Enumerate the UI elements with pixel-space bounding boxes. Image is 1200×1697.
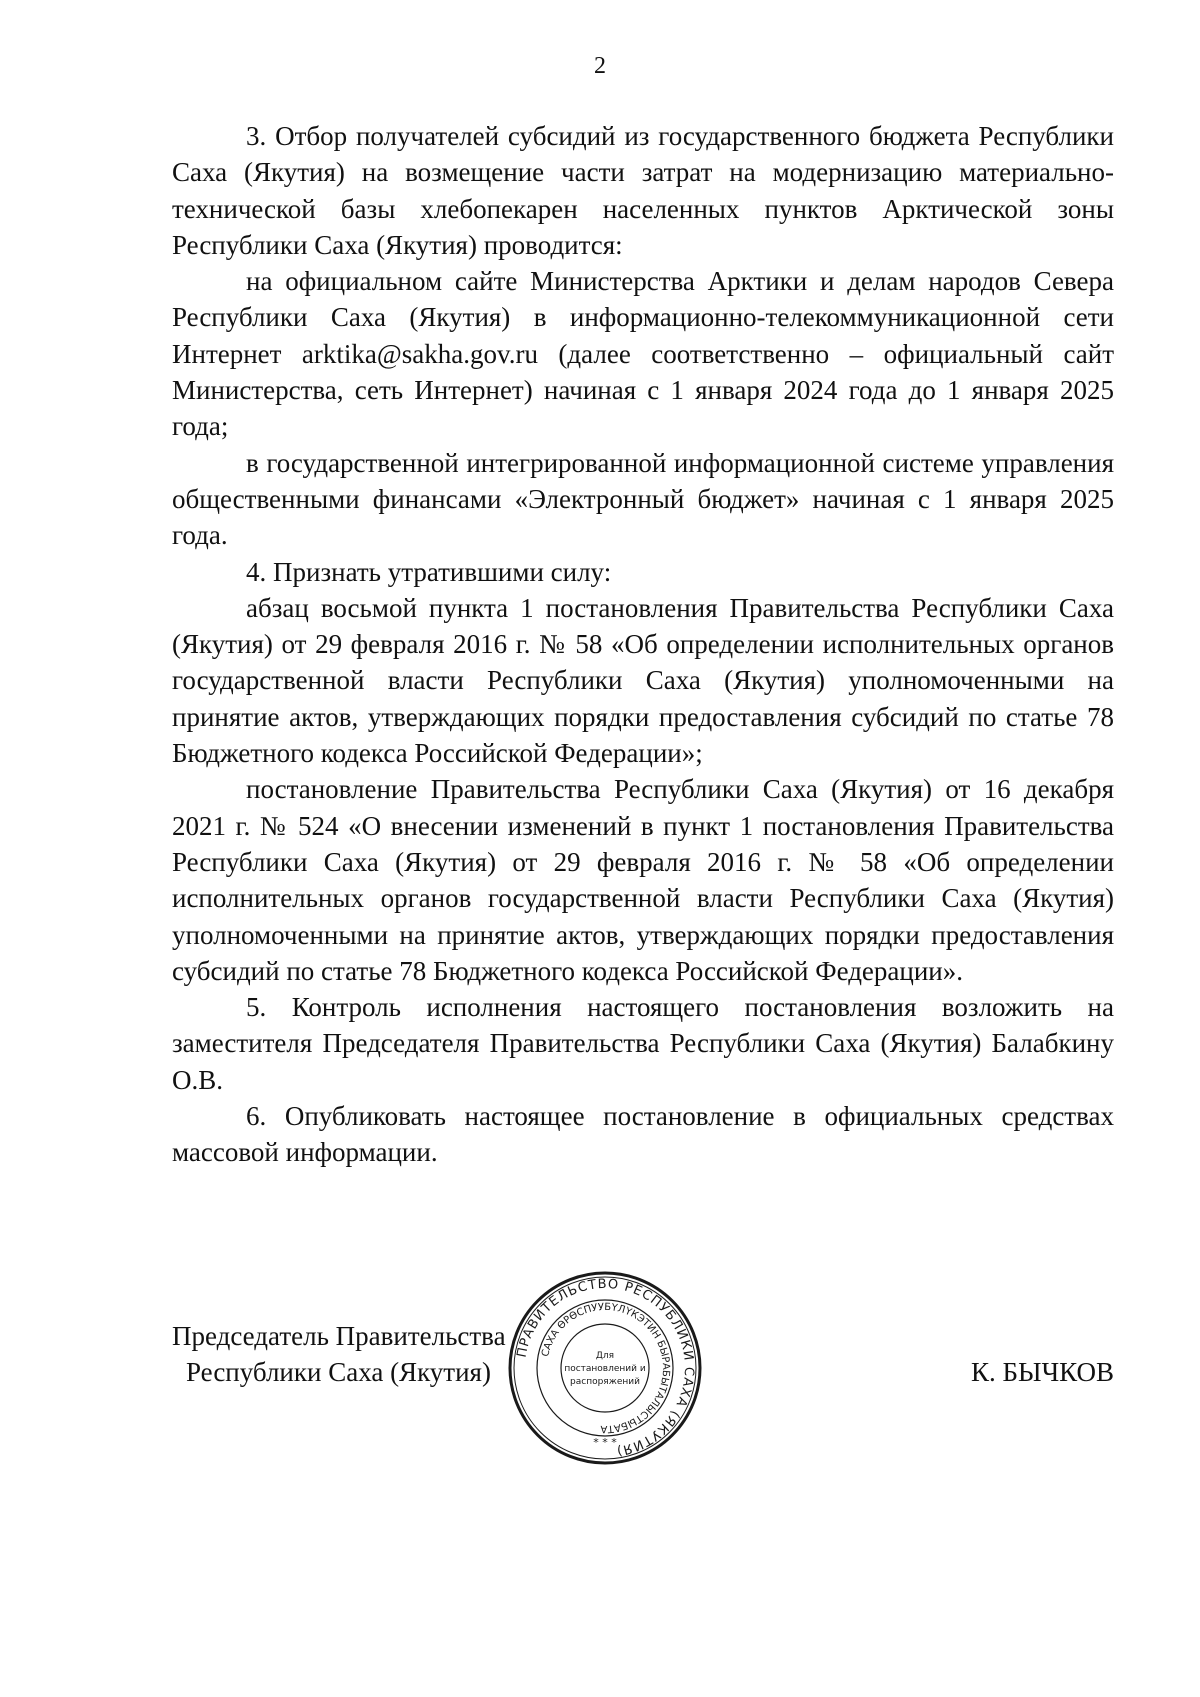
paragraph-5-control: 5. Контроль исполнения настоящего постановления возложить на заместителя Председателя Правительства Республики Саха (Якутия) Балабкину О.В. bbox=[172, 992, 1114, 1095]
paragraph-4-repeal: 4. Признать утратившими силу: bbox=[246, 556, 612, 587]
paragraph-6-publish: 6. Опубликовать настоящее постановление в официальных средствах массовой информации. bbox=[172, 1101, 1114, 1168]
signatory-position-line2: Республики Саха (Якутия) bbox=[186, 1357, 491, 1387]
stamp-inner-ring-text: САХА ӨРӨСПУУБҮЛҮКЭТИН БЫРАБЫТАЛЫСТЫБАТА bbox=[540, 1301, 672, 1435]
stamp-center-line1: Для bbox=[595, 1351, 615, 1361]
paragraph-official-site: на официальном сайте Министерства Арктики и делам народов Севера Республики Саха (Якутия) в информационно-телекоммуникационной сети Интернет arktika@sakha.gov.ru (далее соответственно – официальный сайт Министерства, сеть Интернет) начиная с 1 января 2024 года до 1 января 2025 года; bbox=[172, 266, 1114, 442]
page-number: 2 bbox=[594, 53, 606, 79]
document-body bbox=[172, 118, 1114, 1171]
stamp-stars-icon: * * * bbox=[593, 1436, 617, 1449]
stamp-outer-text: ПРАВИТЕЛЬСТВО РЕСПУБЛИКИ САХА (ЯКУТИЯ) bbox=[514, 1276, 697, 1459]
signatory-position-line1: Председатель Правительства bbox=[172, 1321, 506, 1351]
stamp-center-line2: постановлений и bbox=[564, 1364, 646, 1374]
signatory-name: К. БЫЧКОВ bbox=[971, 1357, 1114, 1387]
official-seal-stamp bbox=[505, 1268, 705, 1468]
paragraph-electronic-budget: в государственной интегрированной информационной системе управления общественными финансами «Электронный бюджет» начиная с 1 января 2025 года. bbox=[172, 447, 1114, 551]
paragraph-3-selection: 3. Отбор получателей субсидий из государственного бюджета Республики Саха (Якутия) на возмещение части затрат на модернизацию материально-технической базы хлебопекарен населенных пунктов Арктической зоны Республики Саха (Якутия) проводится: bbox=[172, 121, 1114, 260]
stamp-center-line3: распоряжений bbox=[570, 1377, 640, 1387]
paragraph-repeal-item-2: постановление Правительства Республики Саха (Якутия) от 16 декабря 2021 г. № 524 «О внесении изменений в пункт 1 постановления Правительства Республики Саха (Якутия) от 29 февраля 2016 г. № 58 «Об определении исполнительных органов государственной власти Республики Саха (Якутия) уполномоченными на принятие актов, утверждающих порядки предоставления субсидий по статье 78 Бюджетного кодекса Российской Федерации». bbox=[172, 774, 1114, 986]
paragraph-repeal-item-1: абзац восьмой пункта 1 постановления Правительства Республики Саха (Якутия) от 29 февраля 2016 г. № 58 «Об определении исполнительных органов государственной власти Республики Саха (Якутия) уполномоченными на принятие актов, утверждающих порядки предоставления субсидий по статье 78 Бюджетного кодекса Российской Федерации»; bbox=[172, 592, 1114, 769]
